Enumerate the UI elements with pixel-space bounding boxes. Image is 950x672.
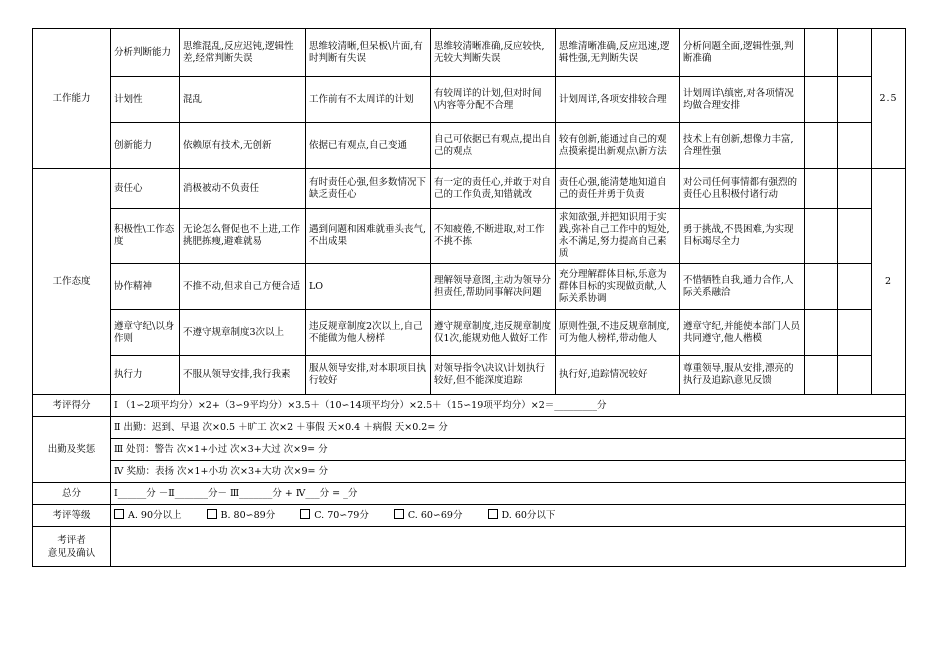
score-input-cell[interactable] bbox=[838, 77, 872, 123]
level-cell: 不知疲倦,不断进取,对工作不挑不拣 bbox=[431, 209, 556, 264]
total-score-formula[interactable]: Ⅰ______分 －Ⅱ_______分－ Ⅲ_______分 + Ⅳ___分 = _分 bbox=[111, 483, 906, 505]
level-cell: 对公司任何事情都有强烈的责任心且积极付诸行动 bbox=[680, 169, 805, 209]
level-cell: 遵守规章制度,违反规章制度仅1次,能规劝他人做好工作 bbox=[431, 310, 556, 356]
level-cell: 勇于挑战,不畏困难,为实现目标竭尽全力 bbox=[680, 209, 805, 264]
score-input-cell[interactable] bbox=[805, 209, 838, 264]
evaluation-table bbox=[32, 28, 906, 567]
grade-option-label: D. 60分以下 bbox=[501, 510, 556, 521]
total-score-label: 总分 bbox=[33, 483, 111, 505]
item-label: 创新能力 bbox=[111, 123, 180, 169]
checkbox-icon[interactable] bbox=[488, 509, 498, 519]
level-cell: 责任心强,能清楚地知道自己的责任并勇于负责 bbox=[556, 169, 680, 209]
level-cell: 执行好,追踪情况较好 bbox=[556, 356, 680, 395]
level-cell: 不服从领导安排,我行我素 bbox=[180, 356, 306, 395]
item-label: 协作精神 bbox=[111, 264, 180, 310]
grade-option-c2[interactable] bbox=[394, 509, 463, 522]
grade-option-label: A. 90分以上 bbox=[128, 510, 182, 521]
score-input-cell[interactable] bbox=[838, 169, 872, 209]
reviewer-label-line1: 考评者 bbox=[57, 534, 86, 546]
grade-option-label: B. 80∽89分 bbox=[220, 510, 276, 521]
level-cell: LO bbox=[306, 264, 431, 310]
item-label: 计划性 bbox=[111, 77, 180, 123]
reviewer-label bbox=[33, 527, 111, 567]
level-cell: 依赖原有技术,无创新 bbox=[180, 123, 306, 169]
level-cell: 不遵守规章制度3次以上 bbox=[180, 310, 306, 356]
level-cell: 思维清晰准确,反应迅速,逻辑性强,无判断失误 bbox=[556, 29, 680, 77]
attendance-label: 出勤及奖惩 bbox=[33, 417, 111, 483]
penalty-line[interactable]: Ⅲ 处罚：警告 次×1+小过 次×3+大过 次×9= 分 bbox=[111, 439, 906, 461]
level-cell: 思维混乱,反应迟钝,逻辑性差,经常判断失误 bbox=[180, 29, 306, 77]
score-input-cell[interactable] bbox=[805, 29, 838, 77]
level-cell: 无论怎么督促也不上进,工作挑肥拣瘦,避难就易 bbox=[180, 209, 306, 264]
grade-option-b[interactable] bbox=[207, 509, 276, 522]
level-cell: 技术上有创新,想像力丰富,合理性强 bbox=[680, 123, 805, 169]
score-input-cell[interactable] bbox=[838, 29, 872, 77]
item-label: 责任心 bbox=[111, 169, 180, 209]
checkbox-icon[interactable] bbox=[300, 509, 310, 519]
score-input-cell[interactable] bbox=[838, 123, 872, 169]
score-input-cell[interactable] bbox=[805, 264, 838, 310]
score-input-cell[interactable] bbox=[838, 264, 872, 310]
reviewer-comment-field[interactable] bbox=[111, 527, 906, 567]
level-cell: 依据已有观点,自己变通 bbox=[306, 123, 431, 169]
level-cell: 有时责任心强,但多数情况下缺乏责任心 bbox=[306, 169, 431, 209]
level-cell: 理解领导意图,主动为领导分担责任,帮助同事解决问题 bbox=[431, 264, 556, 310]
level-cell: 原则性强,不违反规章制度,可为他人榜样,带动他人 bbox=[556, 310, 680, 356]
level-cell: 服从领导安排,对本职项目执行较好 bbox=[306, 356, 431, 395]
grade-option-a[interactable] bbox=[114, 509, 182, 522]
level-cell: 遵章守纪,并能使本部门人员共同遵守,他人楷模 bbox=[680, 310, 805, 356]
level-cell: 违反规章制度2次以上,自己不能做为他人榜样 bbox=[306, 310, 431, 356]
checkbox-icon[interactable] bbox=[394, 509, 404, 519]
score-input-cell[interactable] bbox=[805, 77, 838, 123]
checkbox-icon[interactable] bbox=[207, 509, 217, 519]
item-label: 分析判断能力 bbox=[111, 29, 180, 77]
level-cell: 较有创新,能通过自己的观点摸索提出新观点\新方法 bbox=[556, 123, 680, 169]
score-input-cell[interactable] bbox=[838, 356, 872, 395]
grade-label: 考评等级 bbox=[33, 505, 111, 527]
score-input-cell[interactable] bbox=[838, 209, 872, 264]
grade-options bbox=[111, 505, 906, 527]
grade-option-label: C. 70∽79分 bbox=[314, 510, 369, 521]
level-cell: 消极被动不负责任 bbox=[180, 169, 306, 209]
assessment-score-formula[interactable]: Ⅰ （1∽2项平均分）×2+（3∽9平均分）×3.5＋（10∽14项平均分）×2.5＋（15∽19项平均分）×2＝_________分 bbox=[111, 395, 906, 417]
score-input-cell[interactable] bbox=[805, 169, 838, 209]
checkbox-icon[interactable] bbox=[114, 509, 124, 519]
level-cell: 不推不动,但求自己方便合适 bbox=[180, 264, 306, 310]
level-cell: 求知欲强,并把知识用于实践,弥补自己工作中的短处,永不满足,努力提高自己素质 bbox=[556, 209, 680, 264]
level-cell: 不惜牺牲自我,通力合作,人际关系融洽 bbox=[680, 264, 805, 310]
level-cell: 思维较清晰准确,反应较快,无较大判断失误 bbox=[431, 29, 556, 77]
level-cell: 工作前有不太周详的计划 bbox=[306, 77, 431, 123]
assessment-score-label: 考评得分 bbox=[33, 395, 111, 417]
category-work-attitude: 工作态度 bbox=[33, 169, 111, 395]
level-cell: 尊重领导,服从安排,漂亮的执行及追踪\意见反馈 bbox=[680, 356, 805, 395]
attendance-line[interactable]: Ⅱ 出勤：迟到、早退 次×0.5 ＋旷工 次×2 ＋事假 天×0.4 ＋病假 天×0.2= 分 bbox=[111, 417, 906, 439]
level-cell: 计划周详,各项安排较合理 bbox=[556, 77, 680, 123]
category-work-ability: 工作能力 bbox=[33, 29, 111, 169]
level-cell: 分析问题全面,逻辑性强,判断准确 bbox=[680, 29, 805, 77]
grade-option-d[interactable] bbox=[488, 509, 556, 522]
grade-option-label: C. 60∽69分 bbox=[407, 510, 463, 521]
score-input-cell[interactable] bbox=[805, 356, 838, 395]
score-input-cell[interactable] bbox=[805, 123, 838, 169]
section-weight: 2 bbox=[872, 169, 906, 395]
item-label: 积极性\工作态度 bbox=[111, 209, 180, 264]
level-cell: 计划周详\缜密,对各项情况均做合理安排 bbox=[680, 77, 805, 123]
item-label: 执行力 bbox=[111, 356, 180, 395]
level-cell: 遇到问题和困难就垂头丧气,不出成果 bbox=[306, 209, 431, 264]
level-cell: 混乱 bbox=[180, 77, 306, 123]
reward-line[interactable]: Ⅳ 奖励：表扬 次×1+小功 次×3+大功 次×9= 分 bbox=[111, 461, 906, 483]
item-label: 遵章守纪\以身作则 bbox=[111, 310, 180, 356]
level-cell: 有较周详的计划,但对时间\内容等分配不合理 bbox=[431, 77, 556, 123]
level-cell: 对领导指令\决议\计划执行较好,但不能深度追踪 bbox=[431, 356, 556, 395]
level-cell: 充分理解群体目标,乐意为群体目标的实现做贡献,人际关系协调 bbox=[556, 264, 680, 310]
level-cell: 思维较清晰,但呆板\片面,有时判断有失误 bbox=[306, 29, 431, 77]
score-input-cell[interactable] bbox=[805, 310, 838, 356]
grade-option-c1[interactable] bbox=[300, 509, 369, 522]
level-cell: 有一定的责任心,并敢于对自己的工作负责,知错就改 bbox=[431, 169, 556, 209]
reviewer-label-line2: 意见及确认 bbox=[47, 547, 96, 559]
level-cell: 自己可依据已有观点,提出自己的观点 bbox=[431, 123, 556, 169]
score-input-cell[interactable] bbox=[838, 310, 872, 356]
section-weight: 2.5 bbox=[872, 29, 906, 169]
